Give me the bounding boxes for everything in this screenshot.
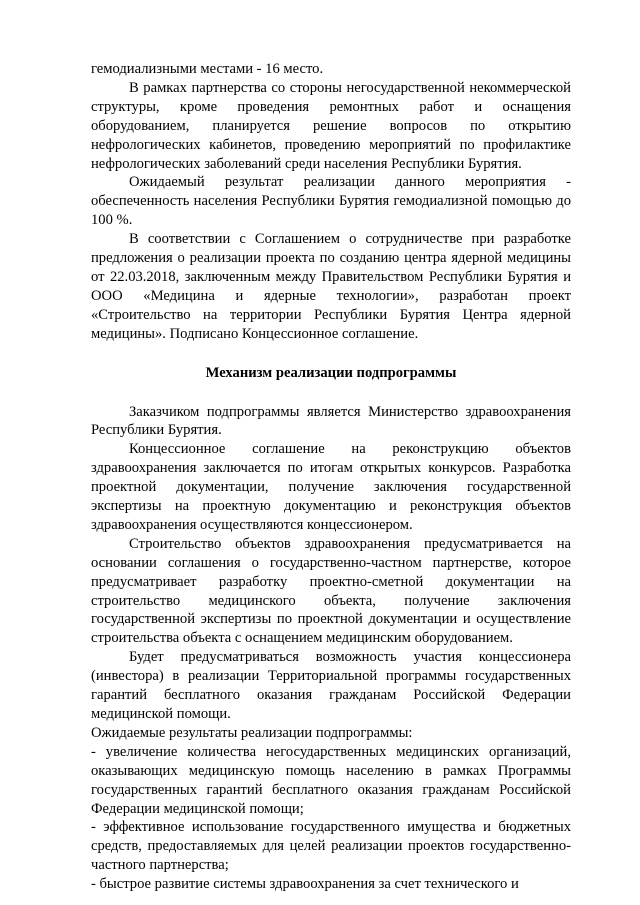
paragraph-expected-result: Ожидаемый результат реализации данного мероприятия - обеспеченность населения Республики Бурятия гемодиализной помощью до 100 %. — [91, 174, 571, 229]
paragraph-partnership: В рамках партнерства со стороны негосударственной некоммерческой структуры, кроме проведения ремонтных работ и оснащения оборудованием, планируется решение вопросов по открытию нефрологических кабинетов, проведению мероприятий по профилактике нефрологических заболеваний среди населения Республики Бурятия. — [91, 79, 571, 172]
list-item: - увеличение количества негосударственных медицинских организаций, оказывающих медицинскую помощь населению в рамках Программы государственных гарантий бесплатного оказания гражданам Российской Федерации медицинской помощи; — [91, 743, 571, 817]
paragraph-investor: Будет предусматриваться возможность участия концессионера (инвестора) в реализации Территориальной программы государственных гарантий бесплатного оказания гражданам Российской Федерации медицинской помощи. — [91, 649, 571, 722]
paragraph-construction: Строительство объектов здравоохранения предусматривается на основании соглашения о государственно-частном партнерстве, которое предусматривает разработку проектно-сметной документации на строительство медицинского объекта, получение заключения государственной экспертизы по проектной документации и осуществление строительства объекта с оснащением медицинским оборудованием. — [91, 535, 571, 647]
paragraph-nuclear-medicine: В соответствии с Соглашением о сотрудничестве при разработке предложения о реализации проекта по созданию центра ядерной медицины от 22.03.2018, заключенным между Правительством Республики Бурятия и ООО «Медицина и ядерные технологии», разработан проект «Строительство на территории Республики Бурятия Центра ядерной медицины». Подписано Концессионное соглашение. — [91, 231, 571, 342]
list-item: - быстрое развитие системы здравоохранения за счет технического и — [91, 876, 519, 893]
section-heading: Механизм реализации подпрограммы — [205, 364, 457, 381]
paragraph-customer: Заказчиком подпрограммы является Министерство здравоохранения Республики Бурятия. — [91, 403, 571, 439]
list-item: - эффективное использование государственного имущества и бюджетных средств, предоставляемых для целей реализации проектов государственно-частного партнерства; — [91, 819, 571, 874]
paragraph-concession: Концессионное соглашение на реконструкцию объектов здравоохранения заключается по итогам открытых конкурсов. Разработка проектной документации, получение заключения государственной экспертизы на проектную документацию и реконструкция объектов здравоохранения осуществляются концессионером. — [91, 441, 571, 533]
document-body — [91, 60, 571, 894]
results-intro: Ожидаемые результаты реализации подпрограммы: — [91, 724, 413, 741]
paragraph-continuation: гемодиализными местами - 16 место. — [91, 61, 324, 77]
